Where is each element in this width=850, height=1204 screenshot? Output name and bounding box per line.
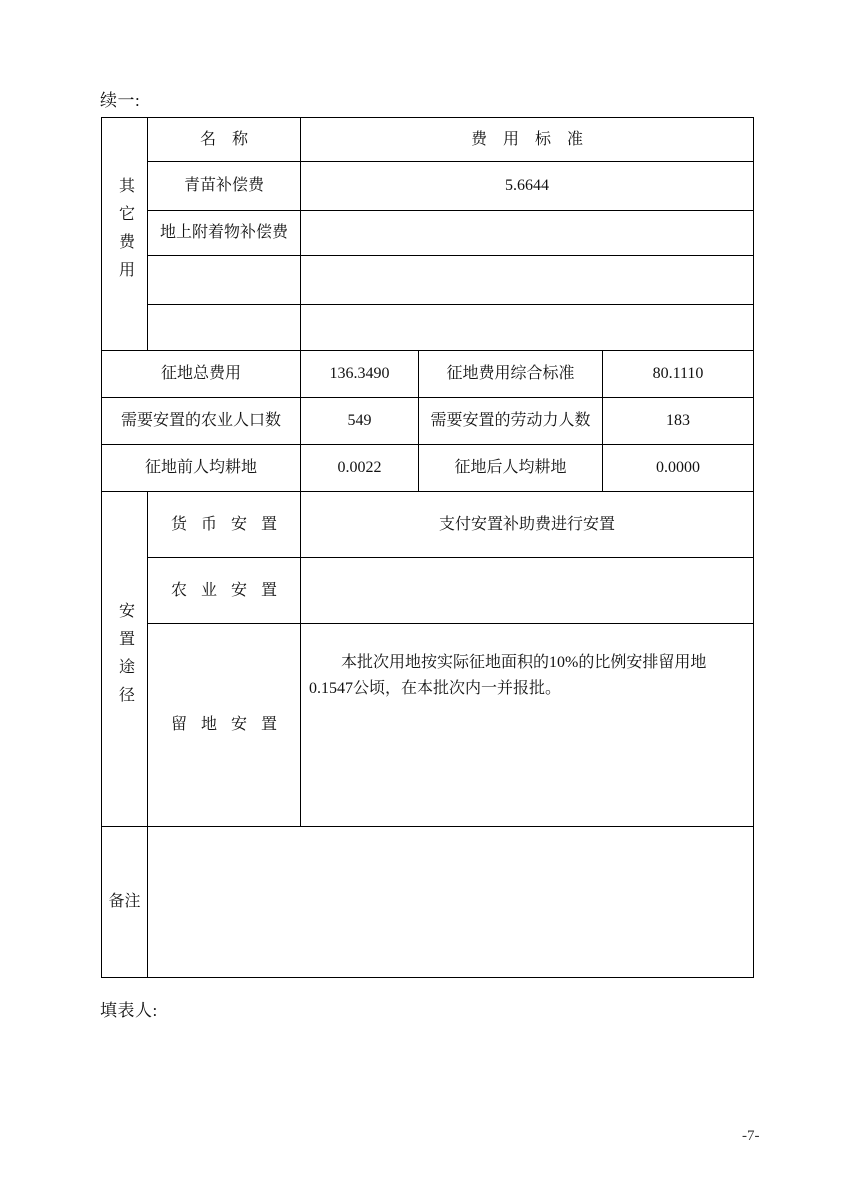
resettlement-name-0-label: 货币安置 [170, 515, 291, 533]
other-fee-value-0: 5.6644 [301, 162, 754, 211]
table-row-resettlement-agricultural [102, 558, 754, 624]
other-fees-row-label: 其它费用 [116, 176, 134, 289]
other-fee-name-3 [148, 305, 301, 351]
resettlement-content-2-cell [301, 624, 754, 827]
summary-value-1-right: 183 [603, 398, 754, 445]
table-row-remarks [102, 827, 754, 978]
summary-value-1: 549 [301, 398, 419, 445]
page-number: -7- [742, 1128, 760, 1144]
land-acquisition-table [101, 117, 754, 978]
table-row-other-fee-item [102, 256, 754, 305]
resettlement-name-2 [148, 624, 301, 827]
summary-label-1: 需要安置的农业人口数 [102, 398, 301, 445]
other-fee-value-1 [301, 211, 754, 256]
table-row-other-fee-item [102, 162, 754, 211]
table-row-summary-farmland [102, 445, 754, 492]
other-fee-name-1: 地上附着物补偿费 [148, 211, 301, 256]
summary-label-1-right: 需要安置的劳动力人数 [419, 398, 603, 445]
remarks-label: 备注 [102, 827, 148, 978]
resettlement-row-label: 安置途径 [116, 601, 134, 714]
resettlement-name-2-label: 留地安置 [170, 716, 291, 734]
land-acquisition-table-wrapper [101, 117, 753, 978]
other-fees-standard-header: 费 用 标 准 [301, 118, 754, 162]
table-row-summary-total-cost [102, 351, 754, 398]
summary-value-0: 136.3490 [301, 351, 419, 398]
resettlement-content-2: 本批次用地按实际征地面积的10%的比例安排留用地0.1547公顷，在本批次内一并报批。 [309, 654, 707, 698]
summary-value-2-right: 0.0000 [603, 445, 754, 492]
resettlement-content-1 [301, 558, 754, 624]
other-fee-name-0: 青苗补偿费 [148, 162, 301, 211]
table-row-resettlement-reserved-land [102, 624, 754, 827]
summary-value-2: 0.0022 [301, 445, 419, 492]
other-fee-name-2 [148, 256, 301, 305]
resettlement-name-1-label: 农业安置 [170, 581, 291, 599]
continuation-label: 续一: [100, 91, 141, 110]
summary-label-2-right: 征地后人均耕地 [419, 445, 603, 492]
summary-label-0: 征地总费用 [102, 351, 301, 398]
resettlement-content-0: 支付安置补助费进行安置 [301, 492, 754, 558]
other-fee-value-2 [301, 256, 754, 305]
remarks-content [148, 827, 754, 978]
resettlement-row-label-cell [102, 492, 148, 827]
summary-label-0-right: 征地费用综合标准 [419, 351, 603, 398]
resettlement-name-0 [148, 492, 301, 558]
summary-value-0-right: 80.1110 [603, 351, 754, 398]
resettlement-name-1 [148, 558, 301, 624]
table-row-other-fees-header [102, 118, 754, 162]
other-fees-name-header: 名 称 [148, 118, 301, 162]
table-row-other-fee-item [102, 305, 754, 351]
table-row-other-fee-item [102, 211, 754, 256]
other-fee-value-3 [301, 305, 754, 351]
table-row-summary-population [102, 398, 754, 445]
other-fees-row-label-cell [102, 118, 148, 351]
summary-label-2: 征地前人均耕地 [102, 445, 301, 492]
table-row-resettlement-monetary [102, 492, 754, 558]
filler-person-label: 填表人: [100, 1001, 158, 1020]
